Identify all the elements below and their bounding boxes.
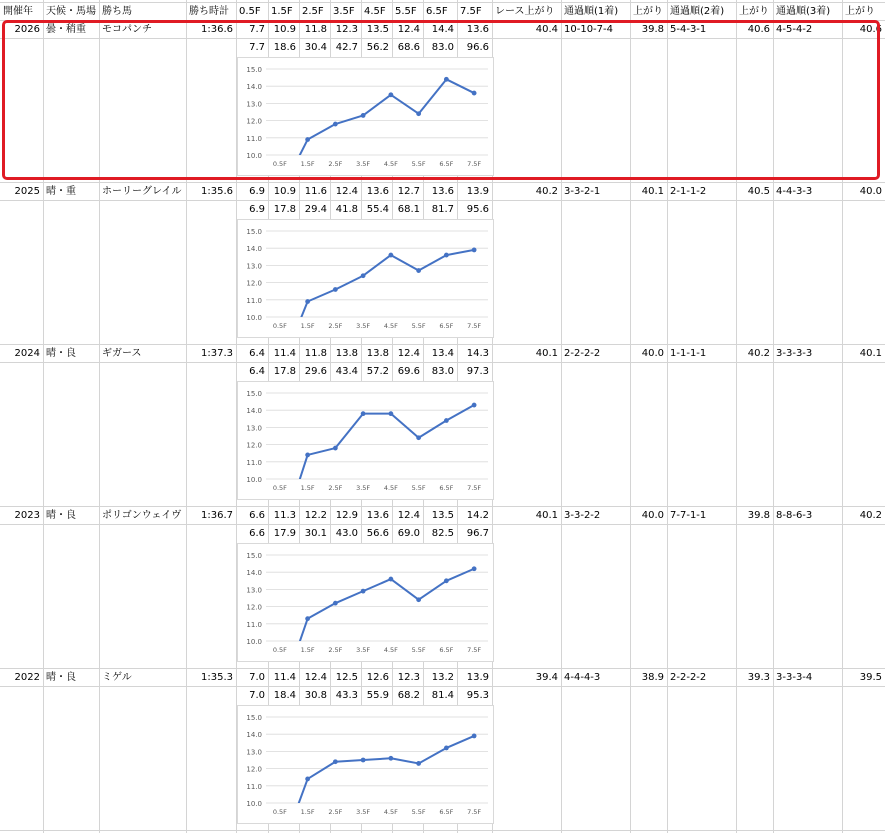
time-cell[interactable]: 1:37.3 <box>201 348 233 359</box>
cumulative-time-cell[interactable]: 55.4 <box>366 204 389 215</box>
cumulative-time-cell[interactable]: 81.4 <box>431 690 454 701</box>
cumulative-time-cell[interactable]: 42.7 <box>335 42 358 53</box>
y-tick-label: 12.0 <box>246 441 262 450</box>
data-point <box>472 248 477 253</box>
column-header[interactable]: 通過順(3着) <box>776 6 831 17</box>
last-3f-1st-cell[interactable]: 39.8 <box>641 24 664 35</box>
column-header[interactable]: 通過順(1着) <box>564 6 619 17</box>
race-last-cell[interactable]: 39.4 <box>535 672 558 683</box>
lap-time-cell[interactable]: 12.3 <box>397 672 420 683</box>
passing-order-3rd-cell[interactable]: 3-3-3-3 <box>776 348 813 359</box>
lap-chart-svg <box>238 220 495 339</box>
x-tick-label: 1.5F <box>300 808 315 816</box>
y-tick-label: 14.0 <box>246 83 262 92</box>
x-tick-label: 3.5F <box>356 160 371 168</box>
lap-time-cell[interactable]: 11.4 <box>273 348 296 359</box>
cumulative-time-cell[interactable]: 17.8 <box>273 204 296 215</box>
x-tick-label: 3.5F <box>356 808 371 816</box>
x-tick-label: 7.5F <box>467 160 482 168</box>
x-tick-label: 1.5F <box>300 484 315 492</box>
x-tick-label: 6.5F <box>439 322 454 330</box>
winner-cell[interactable]: モコパンチ <box>102 24 152 35</box>
year-cell[interactable]: 2024 <box>14 348 40 359</box>
y-tick-label: 13.0 <box>246 424 262 433</box>
cumulative-time-cell[interactable]: 82.5 <box>431 528 454 539</box>
y-tick-label: 13.0 <box>246 586 262 595</box>
lap-time-cell[interactable]: 12.4 <box>397 24 420 35</box>
passing-order-2nd-cell[interactable]: 2-2-2-2 <box>670 672 707 683</box>
y-tick-label: 15.0 <box>246 228 262 236</box>
time-cell[interactable]: 1:36.6 <box>201 24 233 35</box>
data-point <box>444 746 449 751</box>
x-tick-label: 1.5F <box>300 160 315 168</box>
y-tick-label: 14.0 <box>246 245 262 254</box>
x-tick-label: 5.5F <box>411 160 426 168</box>
x-tick-label: 4.5F <box>383 322 398 330</box>
cumulative-time-cell[interactable]: 30.1 <box>304 528 327 539</box>
last-3f-1st-cell[interactable]: 40.0 <box>641 510 664 521</box>
passing-order-3rd-cell[interactable]: 4-5-4-2 <box>776 24 813 35</box>
column-header[interactable]: 6.5F <box>426 6 448 17</box>
lap-time-chart[interactable] <box>237 381 494 500</box>
data-point <box>305 777 310 782</box>
y-tick-label: 11.0 <box>246 782 262 791</box>
y-tick-label: 14.0 <box>246 407 262 416</box>
y-tick-label: 12.0 <box>246 279 262 288</box>
data-point <box>416 268 421 273</box>
y-tick-label: 15.0 <box>246 390 262 398</box>
column-header[interactable]: 3.5F <box>333 6 355 17</box>
lap-time-chart[interactable] <box>237 543 494 662</box>
data-point <box>361 411 366 416</box>
cumulative-time-cell[interactable]: 55.9 <box>366 690 389 701</box>
cumulative-time-cell[interactable]: 95.3 <box>466 690 489 701</box>
lap-time-cell[interactable]: 13.5 <box>366 24 389 35</box>
passing-order-2nd-cell[interactable]: 1-1-1-1 <box>670 348 707 359</box>
cumulative-time-cell[interactable]: 83.0 <box>431 42 454 53</box>
passing-order-2nd-cell[interactable]: 2-1-1-2 <box>670 186 707 197</box>
x-tick-label: 4.5F <box>383 160 398 168</box>
lap-time-cell[interactable]: 7.7 <box>249 24 265 35</box>
data-point <box>416 597 421 602</box>
column-header[interactable]: 勝ち時計 <box>189 6 229 17</box>
time-cell[interactable]: 1:35.3 <box>201 672 233 683</box>
cumulative-time-cell[interactable]: 57.2 <box>366 366 389 377</box>
data-point <box>333 287 338 292</box>
lap-time-chart[interactable] <box>237 219 494 338</box>
last-3f-3rd-cell[interactable]: 40.0 <box>859 186 882 197</box>
cumulative-time-cell[interactable]: 69.6 <box>397 366 420 377</box>
lap-time-cell[interactable]: 6.9 <box>249 186 265 197</box>
passing-order-1st-cell[interactable]: 3-3-2-2 <box>564 510 601 521</box>
cumulative-time-cell[interactable]: 95.6 <box>466 204 489 215</box>
last-3f-2nd-cell[interactable]: 40.5 <box>747 186 770 197</box>
y-tick-label: 11.0 <box>246 458 262 467</box>
data-point <box>416 435 421 440</box>
x-tick-label: 5.5F <box>411 808 426 816</box>
cumulative-time-cell[interactable]: 68.6 <box>397 42 420 53</box>
x-tick-label: 5.5F <box>411 646 426 654</box>
data-point <box>444 578 449 583</box>
lap-time-cell[interactable]: 6.6 <box>249 510 265 521</box>
x-tick-label: 3.5F <box>356 646 371 654</box>
lap-chart-svg <box>238 706 495 825</box>
y-tick-label: 14.0 <box>246 569 262 578</box>
time-cell[interactable]: 1:35.6 <box>201 186 233 197</box>
cumulative-time-cell[interactable]: 43.0 <box>335 528 358 539</box>
lap-time-cell[interactable]: 12.4 <box>397 348 420 359</box>
x-tick-label: 5.5F <box>411 322 426 330</box>
y-tick-label: 10.0 <box>246 314 262 322</box>
last-3f-2nd-cell[interactable]: 40.2 <box>747 348 770 359</box>
y-tick-label: 14.0 <box>246 731 262 740</box>
column-header[interactable]: 勝ち馬 <box>102 6 132 17</box>
x-tick-label: 6.5F <box>439 808 454 816</box>
cumulative-time-cell[interactable]: 97.3 <box>466 366 489 377</box>
column-header[interactable]: 開催年 <box>3 6 33 17</box>
column-header[interactable]: 0.5F <box>239 6 261 17</box>
x-tick-label: 4.5F <box>383 646 398 654</box>
weather-cell[interactable]: 晴・重 <box>46 186 76 197</box>
race-last-cell[interactable]: 40.2 <box>535 186 558 197</box>
data-point <box>305 616 310 621</box>
x-tick-label: 3.5F <box>356 484 371 492</box>
lap-time-cell[interactable]: 6.4 <box>249 348 265 359</box>
last-3f-3rd-cell[interactable]: 40.6 <box>859 24 882 35</box>
lap-time-cell[interactable]: 11.4 <box>273 672 296 683</box>
x-tick-label: 1.5F <box>300 646 315 654</box>
race-last-cell[interactable]: 40.1 <box>535 510 558 521</box>
data-point <box>388 411 393 416</box>
data-point <box>361 273 366 278</box>
cumulative-time-cell[interactable]: 68.2 <box>397 690 420 701</box>
data-point <box>472 734 477 739</box>
x-tick-label: 2.5F <box>328 160 343 168</box>
lap-time-cell[interactable]: 14.3 <box>466 348 489 359</box>
passing-order-2nd-cell[interactable]: 7-7-1-1 <box>670 510 707 521</box>
weather-cell[interactable]: 晴・良 <box>46 510 76 521</box>
y-tick-label: 13.0 <box>246 100 262 109</box>
cumulative-time-cell[interactable]: 6.6 <box>249 528 265 539</box>
cumulative-time-cell[interactable]: 6.4 <box>249 366 265 377</box>
column-header[interactable]: 天候・馬場 <box>46 6 96 17</box>
data-point <box>305 453 310 458</box>
lap-chart-svg <box>238 544 495 663</box>
last-3f-2nd-cell[interactable]: 39.3 <box>747 672 770 683</box>
lap-time-cell[interactable]: 12.3 <box>335 24 358 35</box>
lap-time-cell[interactable]: 14.4 <box>431 24 454 35</box>
cumulative-time-cell[interactable]: 81.7 <box>431 204 454 215</box>
cumulative-time-cell[interactable]: 96.6 <box>466 42 489 53</box>
lap-time-cell[interactable]: 11.6 <box>304 186 327 197</box>
y-tick-label: 13.0 <box>246 748 262 757</box>
row-gridline <box>0 830 885 831</box>
cumulative-time-cell[interactable]: 17.9 <box>273 528 296 539</box>
x-tick-label: 4.5F <box>383 808 398 816</box>
column-header[interactable]: レース上がり <box>495 6 555 17</box>
data-point <box>388 253 393 258</box>
cumulative-time-cell[interactable]: 43.4 <box>335 366 358 377</box>
lap-time-cell[interactable]: 11.8 <box>304 348 327 359</box>
x-tick-label: 7.5F <box>467 808 482 816</box>
lap-time-chart[interactable] <box>237 705 494 824</box>
weather-cell[interactable]: 晴・良 <box>46 672 76 683</box>
x-tick-label: 4.5F <box>383 484 398 492</box>
x-tick-label: 7.5F <box>467 646 482 654</box>
x-tick-label: 3.5F <box>356 322 371 330</box>
data-point <box>416 761 421 766</box>
winner-cell[interactable]: ミゲル <box>102 672 132 683</box>
cumulative-time-cell[interactable]: 41.8 <box>335 204 358 215</box>
y-tick-label: 13.0 <box>246 262 262 271</box>
x-tick-label: 2.5F <box>328 484 343 492</box>
year-cell[interactable]: 2022 <box>14 672 40 683</box>
x-tick-label: 7.5F <box>467 484 482 492</box>
y-tick-label: 12.0 <box>246 117 262 126</box>
passing-order-1st-cell[interactable]: 4-4-4-3 <box>564 672 601 683</box>
lap-time-cell[interactable]: 13.6 <box>466 24 489 35</box>
column-header[interactable]: 7.5F <box>460 6 482 17</box>
x-tick-label: 6.5F <box>439 646 454 654</box>
column-header[interactable]: 通過順(2着) <box>670 6 725 17</box>
cumulative-time-cell[interactable]: 30.4 <box>304 42 327 53</box>
lap-time-cell[interactable]: 12.4 <box>335 186 358 197</box>
cumulative-time-cell[interactable]: 7.0 <box>249 690 265 701</box>
cumulative-time-cell[interactable]: 18.6 <box>273 42 296 53</box>
race-last-cell[interactable]: 40.4 <box>535 24 558 35</box>
lap-time-cell[interactable]: 10.9 <box>273 186 296 197</box>
data-point <box>305 299 310 304</box>
y-tick-label: 12.0 <box>246 603 262 612</box>
last-3f-1st-cell[interactable]: 40.0 <box>641 348 664 359</box>
data-point <box>361 589 366 594</box>
lap-time-cell[interactable]: 11.3 <box>273 510 296 521</box>
lap-time-cell[interactable]: 13.6 <box>431 186 454 197</box>
x-tick-label: 2.5F <box>328 808 343 816</box>
data-point <box>472 566 477 571</box>
column-header[interactable]: 1.5F <box>271 6 293 17</box>
x-tick-label: 0.5F <box>272 322 287 330</box>
column-header[interactable]: 4.5F <box>364 6 386 17</box>
lap-time-cell[interactable]: 13.8 <box>366 348 389 359</box>
year-cell[interactable]: 2026 <box>14 24 40 35</box>
last-3f-1st-cell[interactable]: 38.9 <box>641 672 664 683</box>
cumulative-time-cell[interactable]: 6.9 <box>249 204 265 215</box>
cumulative-time-cell[interactable]: 56.2 <box>366 42 389 53</box>
year-cell[interactable]: 2025 <box>14 186 40 197</box>
lap-time-cell[interactable]: 12.4 <box>304 672 327 683</box>
y-tick-label: 10.0 <box>246 476 262 484</box>
passing-order-1st-cell[interactable]: 10-10-7-4 <box>564 24 613 35</box>
column-header[interactable]: 2.5F <box>302 6 324 17</box>
column-header[interactable]: 5.5F <box>395 6 417 17</box>
y-tick-label: 15.0 <box>246 66 262 74</box>
x-tick-label: 1.5F <box>300 322 315 330</box>
data-point <box>444 418 449 423</box>
cumulative-time-cell[interactable]: 69.0 <box>397 528 420 539</box>
column-header[interactable]: 上がり <box>739 6 769 17</box>
y-tick-label: 15.0 <box>246 552 262 560</box>
lap-time-cell[interactable]: 14.2 <box>466 510 489 521</box>
passing-order-1st-cell[interactable]: 2-2-2-2 <box>564 348 601 359</box>
lap-time-cell[interactable]: 12.5 <box>335 672 358 683</box>
x-tick-label: 6.5F <box>439 484 454 492</box>
cumulative-time-cell[interactable]: 83.0 <box>431 366 454 377</box>
y-tick-label: 10.0 <box>246 152 262 160</box>
last-3f-2nd-cell[interactable]: 40.6 <box>747 24 770 35</box>
cumulative-time-cell[interactable]: 68.1 <box>397 204 420 215</box>
lap-time-cell[interactable]: 13.5 <box>431 510 454 521</box>
cumulative-time-cell[interactable]: 17.8 <box>273 366 296 377</box>
cumulative-time-cell[interactable]: 56.6 <box>366 528 389 539</box>
last-3f-2nd-cell[interactable]: 39.8 <box>747 510 770 521</box>
x-tick-label: 0.5F <box>272 808 287 816</box>
time-cell[interactable]: 1:36.7 <box>201 510 233 521</box>
cumulative-time-cell[interactable]: 29.6 <box>304 366 327 377</box>
data-point <box>472 403 477 408</box>
y-tick-label: 15.0 <box>246 714 262 722</box>
passing-order-1st-cell[interactable]: 3-3-2-1 <box>564 186 601 197</box>
passing-order-3rd-cell[interactable]: 4-4-3-3 <box>776 186 813 197</box>
winner-cell[interactable]: ポリゴンウェイヴ <box>102 510 182 521</box>
weather-cell[interactable]: 曇・稍重 <box>46 24 86 35</box>
lap-time-cell[interactable]: 13.4 <box>431 348 454 359</box>
winner-cell[interactable]: ギガース <box>102 348 142 359</box>
y-tick-label: 10.0 <box>246 800 262 808</box>
winner-cell[interactable]: ホーリーグレイル <box>102 186 182 197</box>
passing-order-3rd-cell[interactable]: 8-8-6-3 <box>776 510 813 521</box>
x-tick-label: 2.5F <box>328 322 343 330</box>
x-tick-label: 0.5F <box>272 646 287 654</box>
lap-time-cell[interactable]: 13.6 <box>366 510 389 521</box>
lap-time-cell[interactable]: 12.4 <box>397 510 420 521</box>
lap-time-cell[interactable]: 13.2 <box>431 672 454 683</box>
data-point <box>388 756 393 761</box>
data-point <box>388 577 393 582</box>
y-tick-label: 11.0 <box>246 296 262 305</box>
cumulative-time-cell[interactable]: 29.4 <box>304 204 327 215</box>
last-3f-3rd-cell[interactable]: 40.1 <box>859 348 882 359</box>
lap-time-cell[interactable]: 7.0 <box>249 672 265 683</box>
lap-time-cell[interactable]: 11.8 <box>304 24 327 35</box>
weather-cell[interactable]: 晴・良 <box>46 348 76 359</box>
last-3f-3rd-cell[interactable]: 40.2 <box>859 510 882 521</box>
passing-order-3rd-cell[interactable]: 3-3-3-4 <box>776 672 813 683</box>
lap-chart-svg <box>238 382 495 501</box>
lap-time-cell[interactable]: 13.9 <box>466 672 489 683</box>
lap-time-cell[interactable]: 12.2 <box>304 510 327 521</box>
lap-time-cell[interactable]: 12.7 <box>397 186 420 197</box>
x-tick-label: 6.5F <box>439 160 454 168</box>
y-tick-label: 10.0 <box>246 638 262 646</box>
cumulative-time-cell[interactable]: 7.7 <box>249 42 265 53</box>
data-point <box>361 758 366 763</box>
lap-time-cell[interactable]: 13.8 <box>335 348 358 359</box>
y-tick-label: 12.0 <box>246 765 262 774</box>
cumulative-time-cell[interactable]: 43.3 <box>335 690 358 701</box>
cumulative-time-cell[interactable]: 30.8 <box>304 690 327 701</box>
lap-time-cell[interactable]: 10.9 <box>273 24 296 35</box>
x-tick-label: 2.5F <box>328 646 343 654</box>
lap-time-cell[interactable]: 13.9 <box>466 186 489 197</box>
lap-time-cell[interactable]: 12.9 <box>335 510 358 521</box>
lap-time-cell[interactable]: 12.6 <box>366 672 389 683</box>
lap-time-cell[interactable]: 13.6 <box>366 186 389 197</box>
data-point <box>333 446 338 451</box>
x-tick-label: 5.5F <box>411 484 426 492</box>
year-cell[interactable]: 2023 <box>14 510 40 521</box>
x-tick-label: 0.5F <box>272 160 287 168</box>
last-3f-3rd-cell[interactable]: 39.5 <box>859 672 882 683</box>
last-3f-1st-cell[interactable]: 40.1 <box>641 186 664 197</box>
cumulative-time-cell[interactable]: 96.7 <box>466 528 489 539</box>
column-header[interactable]: 上がり <box>845 6 875 17</box>
passing-order-2nd-cell[interactable]: 5-4-3-1 <box>670 24 707 35</box>
x-tick-label: 0.5F <box>272 484 287 492</box>
cumulative-time-cell[interactable]: 18.4 <box>273 690 296 701</box>
data-point <box>444 253 449 258</box>
y-tick-label: 11.0 <box>246 620 262 629</box>
column-header[interactable]: 上がり <box>633 6 663 17</box>
data-point <box>333 759 338 764</box>
y-tick-label: 11.0 <box>246 134 262 143</box>
x-tick-label: 7.5F <box>467 322 482 330</box>
data-point <box>333 601 338 606</box>
race-last-cell[interactable]: 40.1 <box>535 348 558 359</box>
selection-highlight <box>2 20 880 180</box>
